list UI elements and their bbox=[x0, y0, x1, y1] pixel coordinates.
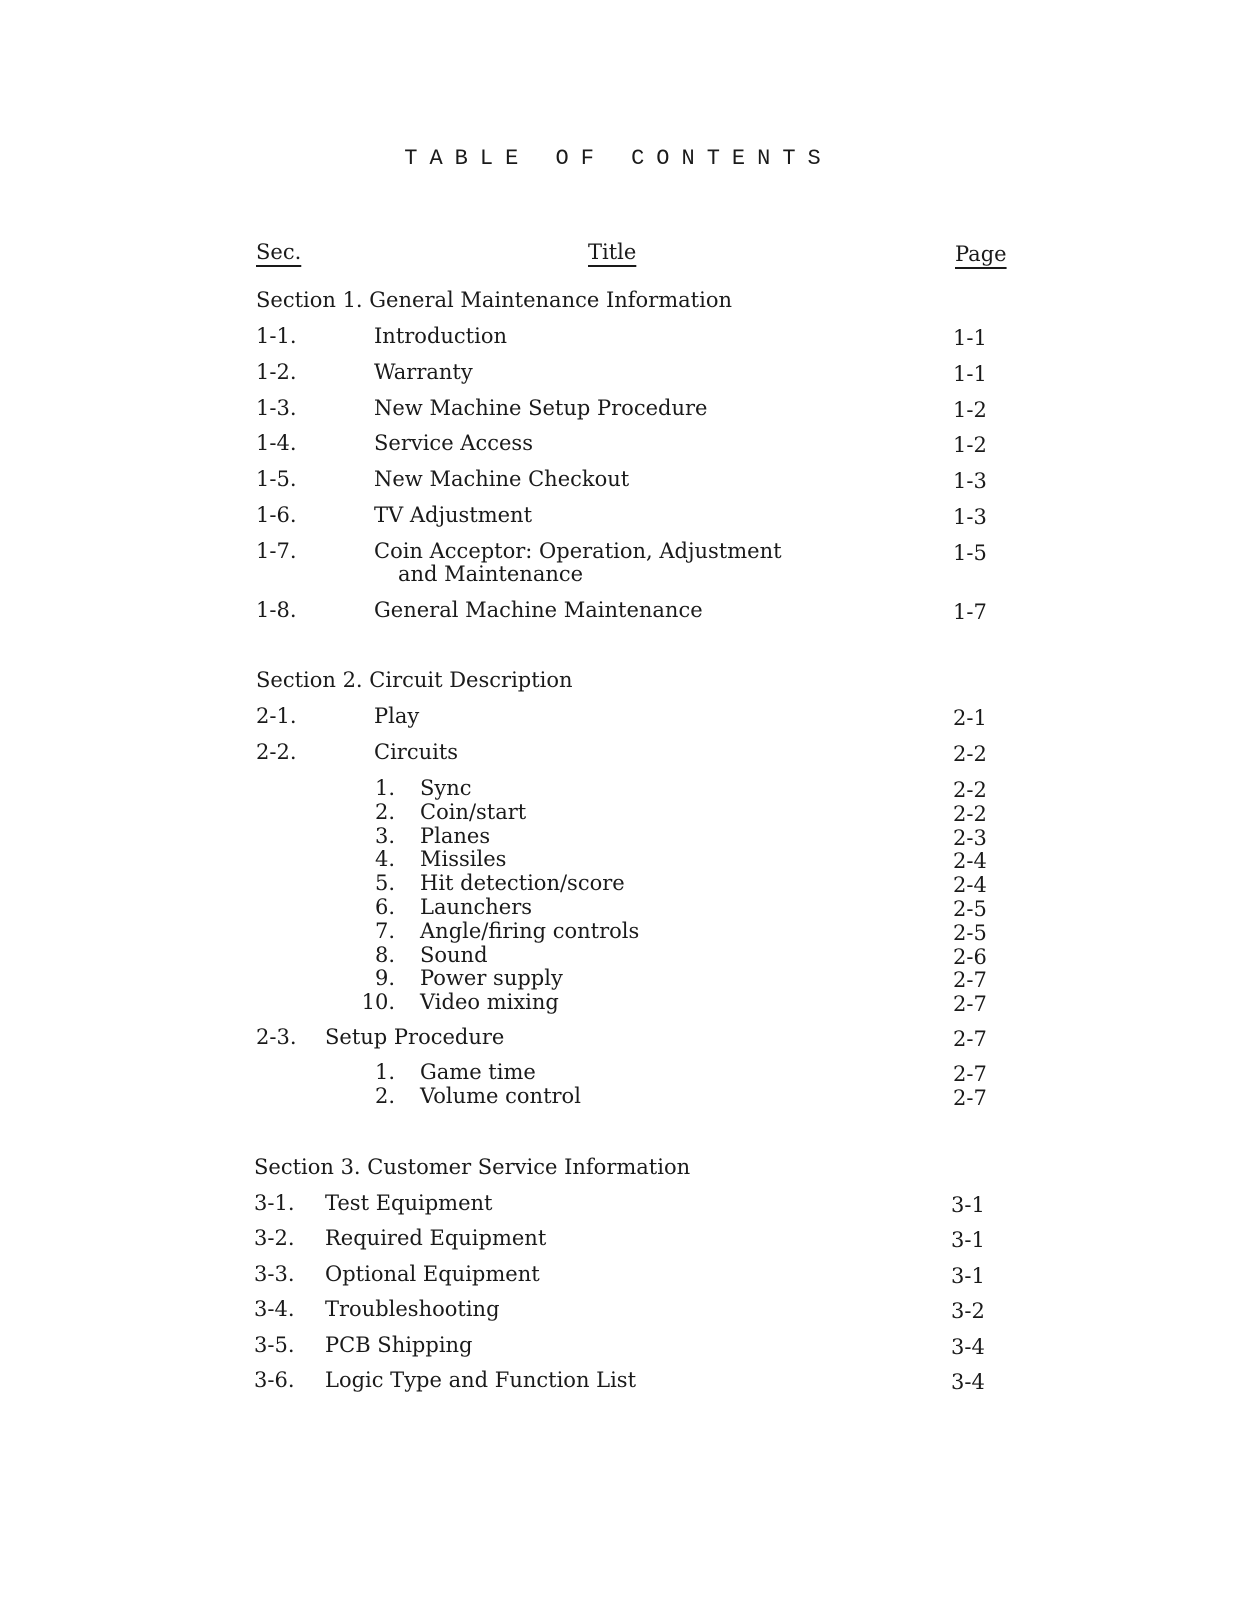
toc-page: 3-4 bbox=[951, 1335, 985, 1359]
column-header-sec: Sec. bbox=[256, 240, 302, 264]
toc-title: Coin Acceptor: Operation, Adjustment bbox=[374, 539, 782, 563]
subitem-number: 3. bbox=[374, 824, 395, 848]
toc-title: PCB Shipping bbox=[325, 1333, 473, 1357]
subitem-title: Hit detection/score bbox=[420, 871, 625, 895]
subitem-number: 1. bbox=[374, 776, 395, 800]
column-header-title: Title bbox=[588, 240, 637, 264]
subitem-page: 2-4 bbox=[953, 849, 987, 873]
toc-title: Warranty bbox=[374, 360, 473, 384]
subitem-page: 2-2 bbox=[953, 802, 987, 826]
toc-number: 1-2. bbox=[256, 360, 297, 384]
toc-number: 1-5. bbox=[256, 467, 297, 491]
toc-number: 3-4. bbox=[254, 1297, 295, 1321]
subitem-page: 2-7 bbox=[953, 1062, 987, 1086]
toc-title: Setup Procedure bbox=[325, 1025, 505, 1049]
toc-number: 2-3. bbox=[256, 1025, 297, 1049]
subitem-title: Planes bbox=[420, 824, 491, 848]
subitem-page: 2-7 bbox=[953, 968, 987, 992]
toc-number: 3-5. bbox=[254, 1333, 295, 1357]
subitem-page: 2-4 bbox=[953, 873, 987, 897]
subitem-number: 9. bbox=[374, 966, 395, 990]
toc-page: 1-1 bbox=[953, 326, 987, 350]
subitem-title: Missiles bbox=[420, 847, 507, 871]
toc-title: Logic Type and Function List bbox=[325, 1368, 637, 1392]
toc-page: 1-3 bbox=[953, 469, 987, 493]
toc-page: 3-4 bbox=[951, 1370, 985, 1394]
section-2-heading: Section 2. Circuit Description bbox=[256, 668, 573, 692]
toc-page: 2-1 bbox=[953, 706, 987, 730]
subitem-page: 2-5 bbox=[953, 897, 987, 921]
toc-number: 1-8. bbox=[256, 598, 297, 622]
toc-title: TV Adjustment bbox=[374, 503, 533, 527]
subitem-title: Angle/firing controls bbox=[420, 919, 640, 943]
subitem-number: 1. bbox=[374, 1060, 395, 1084]
subitem-title: Volume control bbox=[420, 1084, 581, 1108]
toc-page: 1-2 bbox=[953, 433, 987, 457]
toc-number: 2-1. bbox=[256, 704, 297, 728]
subitem-title: Game time bbox=[420, 1060, 536, 1084]
toc-title-continued: and Maintenance bbox=[398, 562, 584, 586]
toc-title: Circuits bbox=[374, 740, 459, 764]
toc-number: 2-2. bbox=[256, 740, 297, 764]
toc-page: 1-3 bbox=[953, 505, 987, 529]
toc-page: 3-1 bbox=[951, 1264, 985, 1288]
column-header-page: Page bbox=[955, 242, 1007, 266]
toc-page: 1-5 bbox=[953, 541, 987, 565]
toc-title: Required Equipment bbox=[325, 1226, 547, 1250]
toc-number: 1-3. bbox=[256, 396, 297, 420]
toc-number: 3-6. bbox=[254, 1368, 295, 1392]
subitem-page: 2-2 bbox=[953, 778, 987, 802]
toc-page: 3-1 bbox=[951, 1193, 985, 1217]
toc-title: Play bbox=[374, 704, 420, 728]
subitem-page: 2-5 bbox=[953, 921, 987, 945]
toc-number: 3-3. bbox=[254, 1262, 295, 1286]
toc-page: 2-7 bbox=[953, 1027, 987, 1051]
toc-title: New Machine Setup Procedure bbox=[374, 396, 708, 420]
toc-number: 1-7. bbox=[256, 539, 297, 563]
subitem-title: Power supply bbox=[420, 966, 563, 990]
subitem-page: 2-7 bbox=[953, 1086, 987, 1110]
subitem-title: Sync bbox=[420, 776, 472, 800]
section-3-heading: Section 3. Customer Service Information bbox=[254, 1155, 691, 1179]
toc-title: Test Equipment bbox=[325, 1191, 493, 1215]
toc-number: 3-1. bbox=[254, 1191, 295, 1215]
toc-title: Troubleshooting bbox=[325, 1297, 500, 1321]
toc-title: General Machine Maintenance bbox=[374, 598, 703, 622]
toc-title: Service Access bbox=[374, 431, 533, 455]
subitem-page: 2-3 bbox=[953, 826, 987, 850]
toc-page: 3-1 bbox=[951, 1228, 985, 1252]
toc-number: 1-4. bbox=[256, 431, 297, 455]
toc-number: 1-1. bbox=[256, 324, 297, 348]
subitem-number: 6. bbox=[374, 895, 395, 919]
toc-title: New Machine Checkout bbox=[374, 467, 630, 491]
subitem-title: Sound bbox=[420, 943, 488, 967]
toc-title: Optional Equipment bbox=[325, 1262, 540, 1286]
subitem-page: 2-7 bbox=[953, 992, 987, 1016]
subitem-number: 2. bbox=[374, 800, 395, 824]
toc-page: 3-2 bbox=[951, 1299, 985, 1323]
subitem-title: Video mixing bbox=[420, 990, 559, 1014]
subitem-number: 4. bbox=[374, 847, 395, 871]
toc-page: 1-2 bbox=[953, 398, 987, 422]
toc-title: Introduction bbox=[374, 324, 507, 348]
page-title: TABLE OF CONTENTS bbox=[404, 146, 833, 171]
subitem-number: 8. bbox=[374, 943, 395, 967]
subitem-number: 2. bbox=[374, 1084, 395, 1108]
subitem-number: 7. bbox=[374, 919, 395, 943]
toc-page: 2-2 bbox=[953, 742, 987, 766]
subitem-title: Launchers bbox=[420, 895, 533, 919]
section-1-heading: Section 1. General Maintenance Information bbox=[256, 288, 732, 312]
toc-number: 1-6. bbox=[256, 503, 297, 527]
toc-page: 1-1 bbox=[953, 362, 987, 386]
subitem-number: 10. bbox=[361, 990, 395, 1014]
toc-page: 1-7 bbox=[953, 600, 987, 624]
subitem-title: Coin/start bbox=[420, 800, 527, 824]
subitem-page: 2-6 bbox=[953, 945, 987, 969]
subitem-number: 5. bbox=[374, 871, 395, 895]
toc-number: 3-2. bbox=[254, 1226, 295, 1250]
